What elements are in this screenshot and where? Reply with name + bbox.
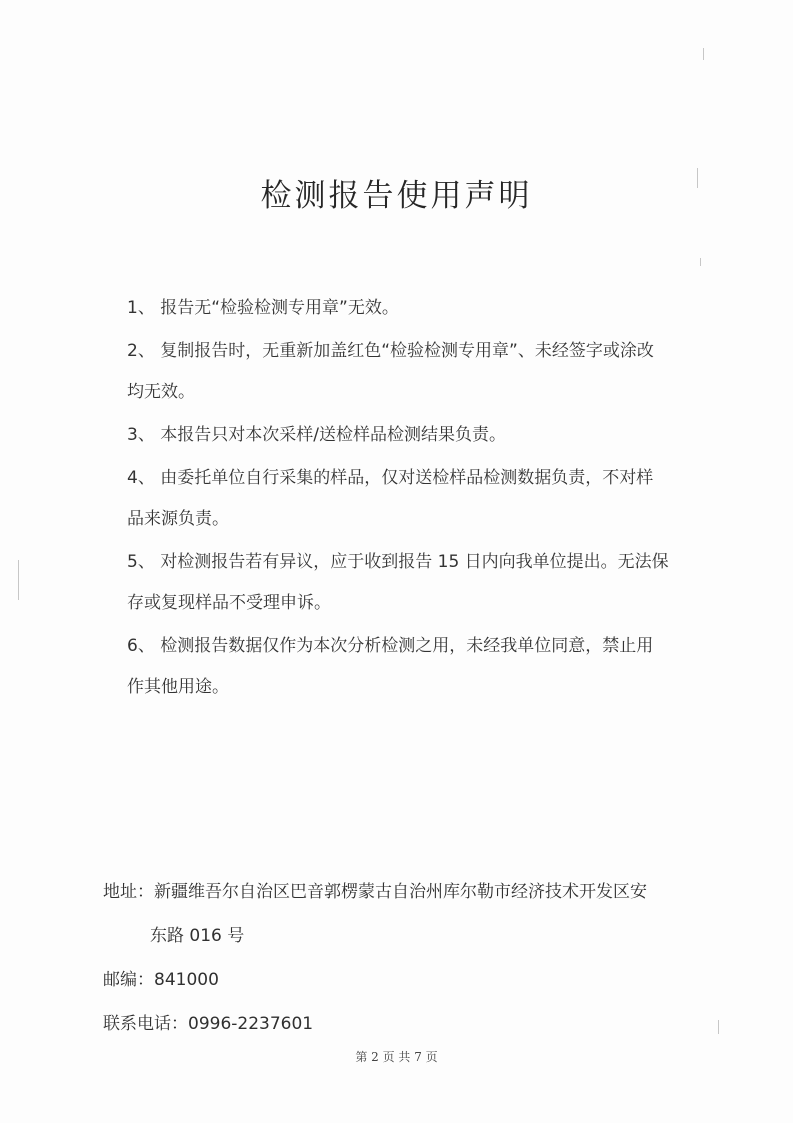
contact-block: [103, 870, 743, 1046]
statement-text-continued: 均无效。: [127, 382, 195, 402]
phone-label: 联系电话：: [103, 1014, 188, 1034]
phone-row: [103, 1002, 743, 1046]
scan-speck: [718, 1020, 719, 1034]
statement-item-4: [127, 458, 727, 540]
statement-list: [127, 288, 727, 710]
statement-text: 1、 报告无“检验检测专用章”无效。: [127, 298, 399, 318]
statement-text: 2、 复制报告时，无重新加盖红色“检验检测专用章”、未经签字或涂改: [127, 341, 654, 361]
statement-text: 5、 对检测报告若有异议，应于收到报告 15 日内向我单位提出。无法保: [127, 552, 669, 572]
statement-item-6: [127, 626, 727, 708]
page-title: 检测报告使用声明: [260, 178, 533, 214]
statement-item-1: [127, 288, 727, 329]
statement-text-continued: 作其他用途。: [127, 677, 229, 697]
statement-item-2: [127, 331, 727, 413]
phone-value: 0996-2237601: [188, 1014, 314, 1034]
statement-text: 3、 本报告只对本次采样/送检样品检测结果负责。: [127, 425, 506, 445]
scan-speck: [703, 48, 704, 60]
postcode-row: [103, 958, 743, 1002]
postcode-value: 841000: [154, 970, 219, 990]
statement-text-continued: 存或复现样品不受理申诉。: [127, 593, 331, 613]
address-value: 新疆维吾尔自治区巴音郭楞蒙古自治州库尔勒市经济技术开发区安: [154, 882, 647, 902]
statement-text: 6、 检测报告数据仅作为本次分析检测之用，未经我单位同意，禁止用: [127, 636, 654, 656]
address-row: [103, 870, 743, 958]
scan-speck: [697, 168, 698, 188]
statement-item-5: [127, 542, 727, 624]
scan-speck: [18, 560, 19, 600]
page-number: 第 2 页 共 7 页: [355, 1050, 438, 1064]
postcode-label: 邮编：: [103, 970, 154, 990]
statement-item-3: [127, 415, 727, 456]
address-label: 地址：: [103, 882, 154, 902]
scan-speck: [700, 258, 701, 266]
statement-text-continued: 品来源负责。: [127, 509, 229, 529]
address-value-continued: 东路 016 号: [150, 926, 245, 946]
statement-text: 4、 由委托单位自行采集的样品，仅对送检样品检测数据负责，不对样: [127, 468, 654, 488]
